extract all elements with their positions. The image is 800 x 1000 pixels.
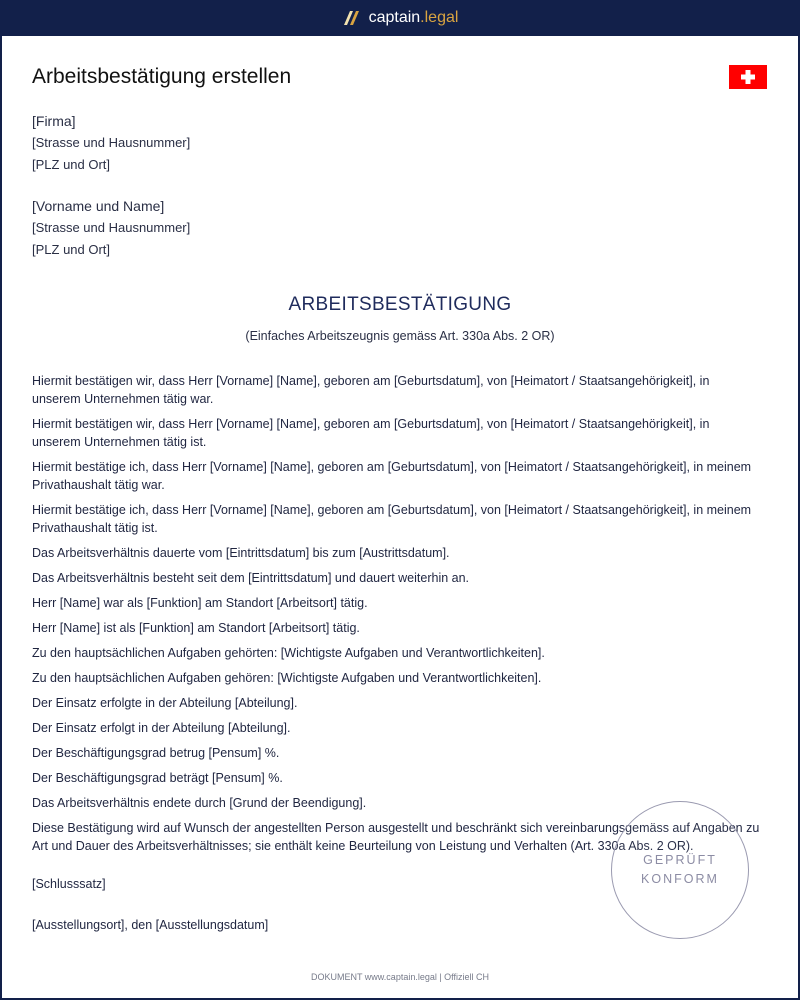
paragraph: Der Einsatz erfolgte in der Abteilung [Abteilung]. — [32, 696, 298, 710]
employer-company: [Firma] — [32, 113, 76, 129]
document-title: ARBEITSBESTÄTIGUNG — [288, 294, 512, 315]
paragraph: Das Arbeitsverhältnis dauerte vom [Eintrittsdatum] bis zum [Austrittsdatum]. — [32, 546, 450, 560]
place-and-date: [Ausstellungsort], den [Ausstellungsdatum] — [32, 918, 269, 932]
paragraph: Zu den hauptsächlichen Aufgaben gehörten: [Wichtigste Aufgaben und Verantwortlichkeiten]. — [32, 646, 545, 660]
employee-street: [Strasse und Hausnummer] — [32, 220, 191, 235]
paragraph: Das Arbeitsverhältnis besteht seit dem [Eintrittsdatum] und dauert weiterhin an. — [32, 571, 470, 585]
paragraph: Das Arbeitsverhältnis endete durch [Grund der Beendigung]. — [32, 796, 367, 810]
top-bar — [0, 0, 800, 36]
stamp-line-1: GEPRÜFT — [643, 853, 717, 867]
paragraph: Hiermit bestätige ich, dass Herr [Vorname] [Name], geboren am [Geburtsdatum], von [Heimatort / Staatsangehörigkeit], in meinem Privathaushalt tätig war. — [32, 460, 752, 492]
paragraph: Herr [Name] ist als [Funktion] am Standort [Arbeitsort] tätig. — [32, 621, 360, 635]
paragraph: Hiermit bestätigen wir, dass Herr [Vorname] [Name], geboren am [Geburtsdatum], von [Heimatort / Staatsangehörigkeit], in unserem Unternehmen tätig war. — [32, 374, 710, 406]
paragraph: Zu den hauptsächlichen Aufgaben gehören: [Wichtigste Aufgaben und Verantwortlichkeiten]. — [32, 671, 542, 685]
employee-address — [32, 195, 190, 261]
paragraph: Der Einsatz erfolgt in der Abteilung [Abteilung]. — [32, 721, 291, 735]
paragraph: Hiermit bestätige ich, dass Herr [Vorname] [Name], geboren am [Geburtsdatum], von [Heimatort / Staatsangehörigkeit], in meinem Privathaushalt tätig ist. — [32, 503, 752, 535]
footer-text: DOKUMENT www.captain.legal | Offiziell CH — [310, 972, 490, 982]
paragraph: Der Beschäftigungsgrad betrug [Pensum] %. — [32, 746, 280, 760]
employer-street: [Strasse und Hausnummer] — [32, 135, 191, 150]
document-sheet — [2, 36, 798, 998]
brand-tld: .legal — [420, 9, 459, 26]
stamp-line-2: KONFORM — [641, 872, 719, 886]
brand-name: captain — [368, 9, 421, 26]
employer-address — [32, 110, 190, 176]
captain-logo-icon — [342, 9, 360, 27]
paragraph: Herr [Name] war als [Funktion] am Standort [Arbeitsort] tätig. — [32, 596, 368, 610]
paragraph: Der Beschäftigungsgrad beträgt [Pensum] %. — [32, 771, 283, 785]
approval-stamp — [611, 801, 749, 939]
employer-city: [PLZ und Ort] — [32, 157, 111, 172]
closing-sentence: [Schlusssatz] — [32, 877, 106, 891]
swiss-flag-icon — [729, 65, 767, 89]
employee-city: [PLZ und Ort] — [32, 242, 111, 257]
paragraph: Diese Bestätigung wird auf Wunsch der angestellten Person ausgestellt und beschränkt sich vereinbarungsgemäss auf Angaben zu Art und Dauer des Arbeitsverhältnisses; sie enthält keine Beurteilung von Leistung und Verhalten (Art. 330a Abs. 2 OR). — [32, 821, 760, 853]
paragraph: Hiermit bestätigen wir, dass Herr [Vorname] [Name], geboren am [Geburtsdatum], von [Heimatort / Staatsangehörigkeit], in unserem Unternehmen tätig ist. — [32, 417, 710, 449]
document-subtitle: (Einfaches Arbeitszeugnis gemäss Art. 330a Abs. 2 OR) — [245, 329, 555, 343]
employee-name: [Vorname und Name] — [32, 198, 165, 214]
page-title: Arbeitsbestätigung erstellen — [32, 65, 292, 88]
brand-logo[interactable] — [342, 9, 459, 27]
